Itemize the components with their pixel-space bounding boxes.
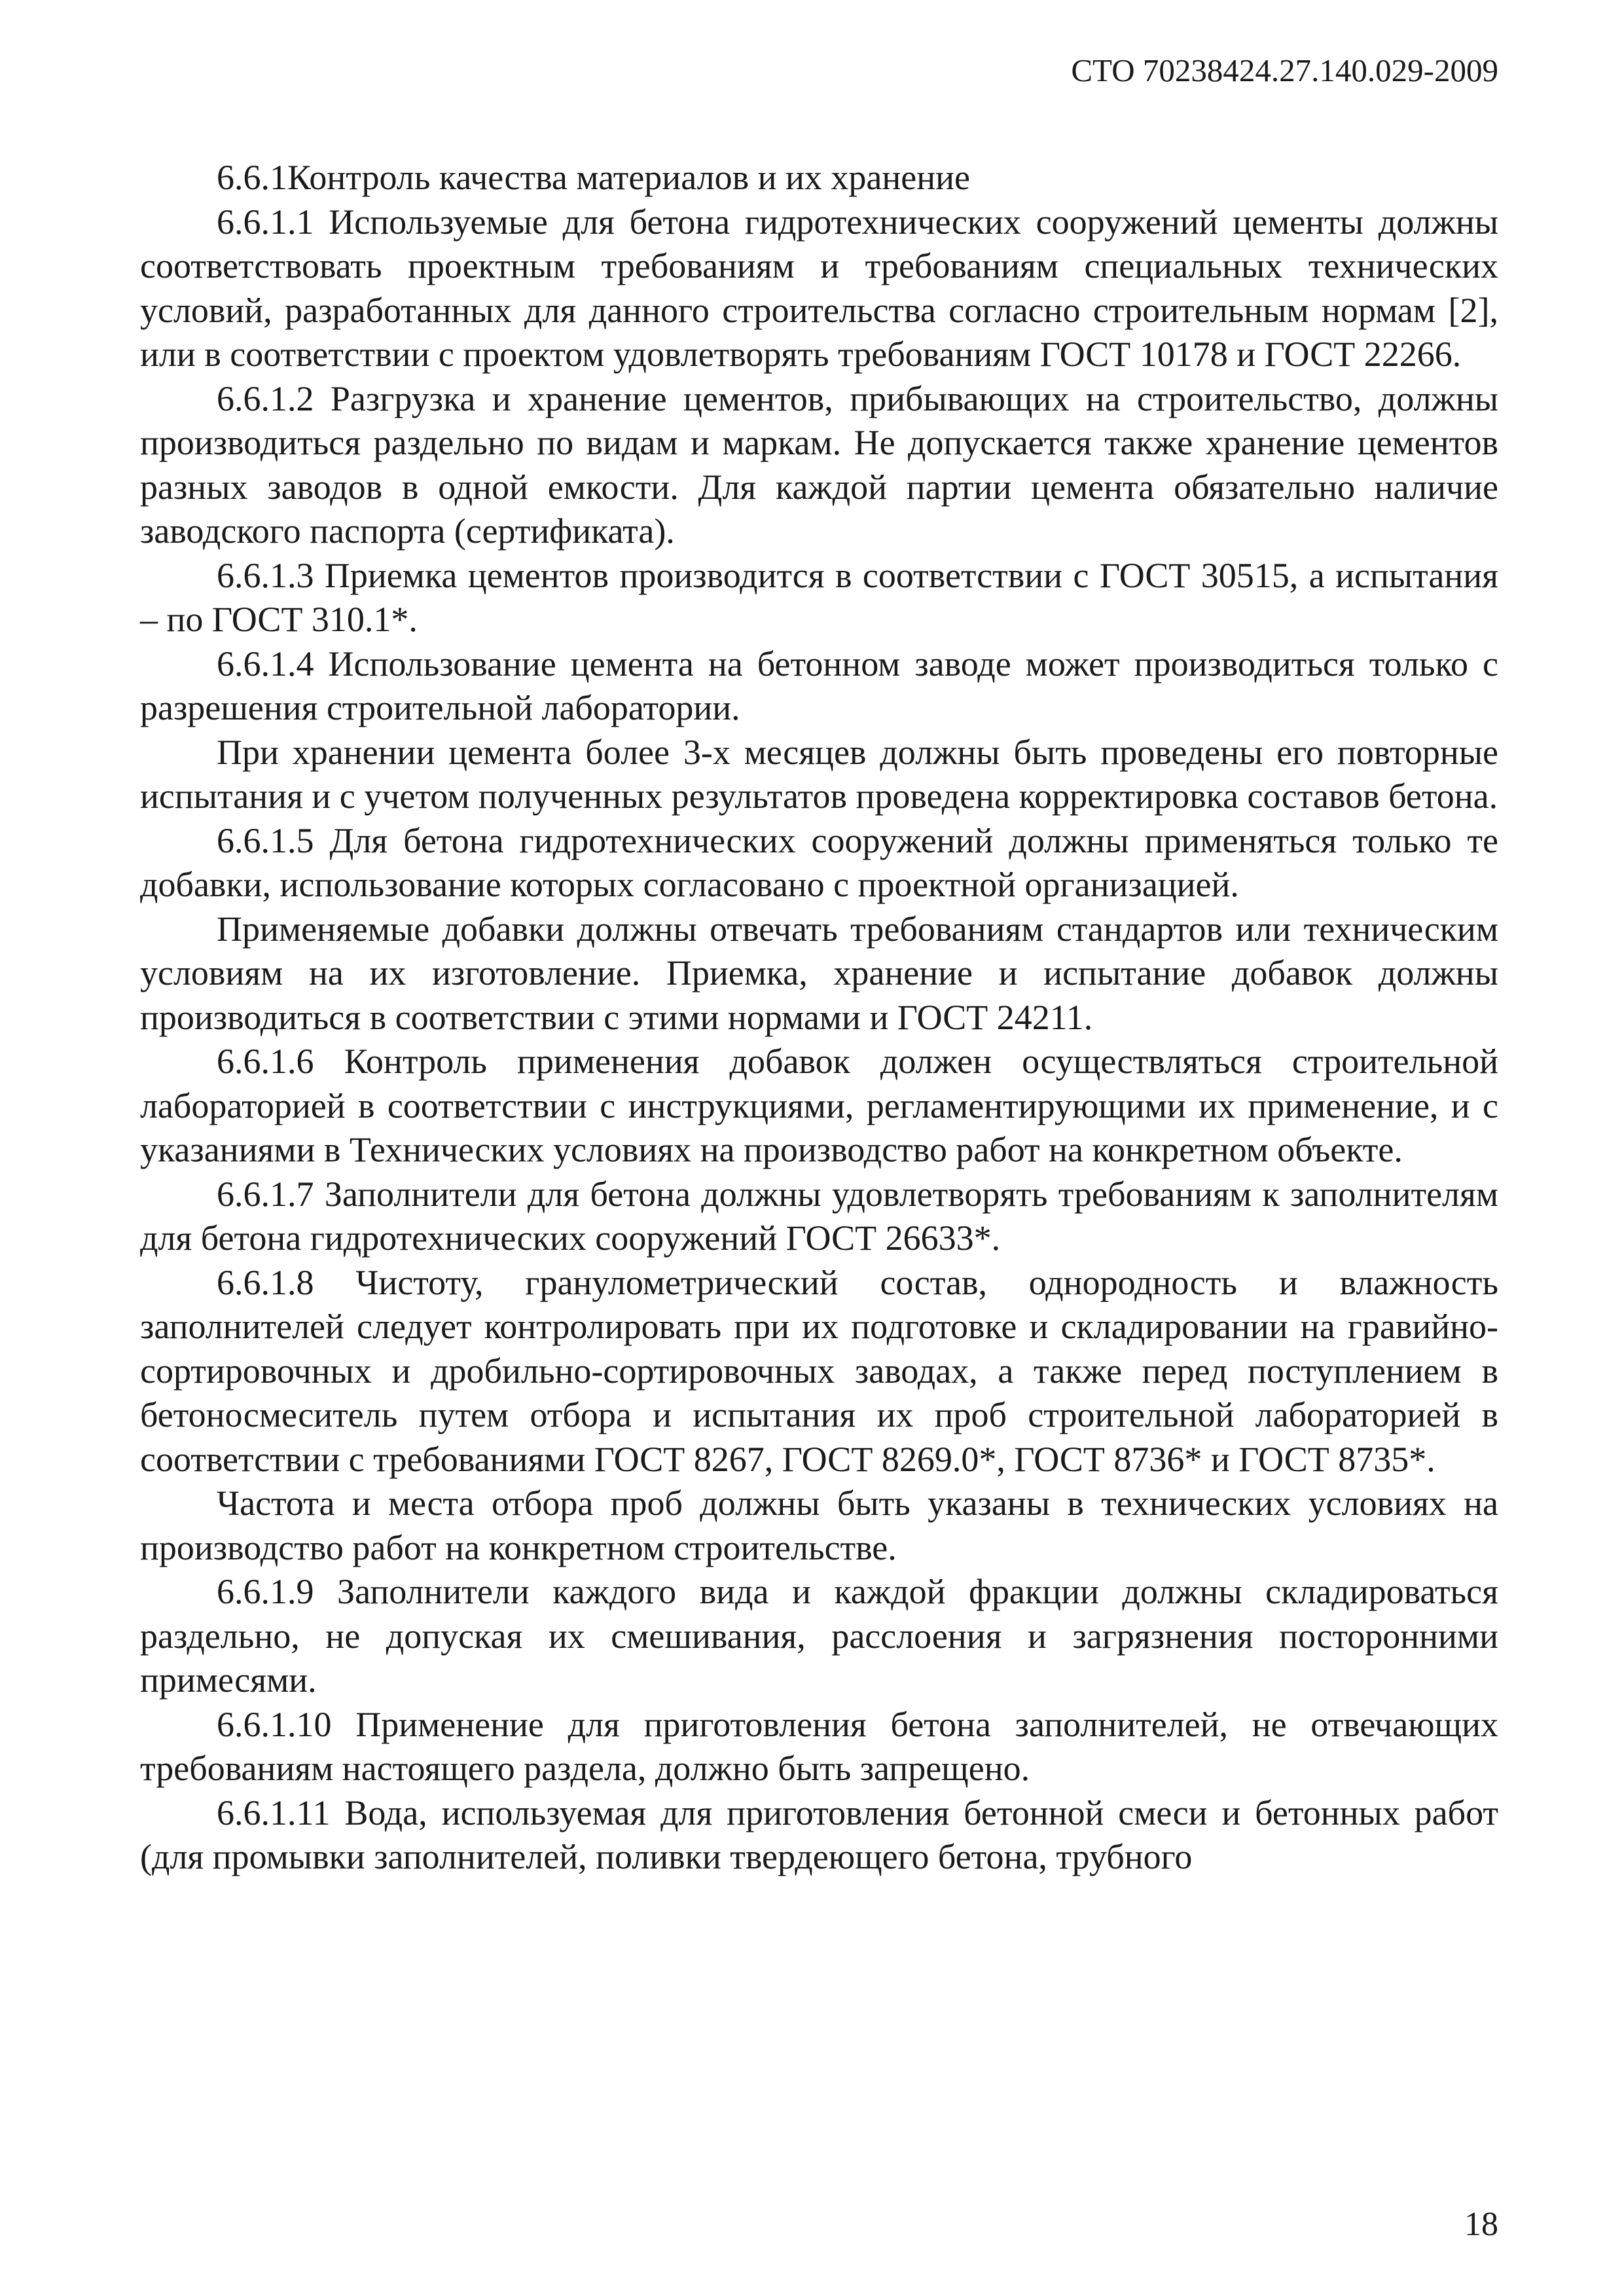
document-code-header: СТО 70238424.27.140.029-2009 bbox=[1071, 52, 1498, 88]
paragraph-cement-storage: При хранении цемента более 3-х месяцев должны быть проведены его повторные испытания и с учетом полученных результатов проведена корректировка составов бетона. bbox=[140, 732, 1498, 816]
paragraph-6-6-1-7: 6.6.1.7 Заполнители для бетона должны удовлетворять требованиям к заполнителям для бетона гидротехнических сооружений ГОСТ 26633*. bbox=[140, 1174, 1498, 1258]
paragraph-6-6-1-10: 6.6.1.10 Применение для приготовления бетона заполнителей, не отвечающих требованиям настоящего раздела, должно быть запрещено. bbox=[140, 1704, 1498, 1788]
document-body bbox=[140, 156, 1498, 1880]
page-number: 18 bbox=[1464, 2206, 1498, 2243]
paragraph-6-6-1-8: 6.6.1.8 Чистоту, гранулометрический состав, однородность и влажность заполнителей следует контролировать при их подготовке и складировании на гравийно-сортировочных и дробильно-сортировочных заводах, а также перед поступлением в бетоносмеситель путем отбора и испытания их проб строительной лабораторией в соответствии с требованиями ГОСТ 8267, ГОСТ 8269.0*, ГОСТ 8736* и ГОСТ 8735*. bbox=[140, 1262, 1498, 1479]
paragraph-6-6-1-4: 6.6.1.4 Использование цемента на бетонном заводе может производиться только с разрешения строительной лаборатории. bbox=[140, 644, 1498, 727]
paragraph-sampling-frequency: Частота и места отбора проб должны быть указаны в технических условиях на производство работ на конкретном строительстве. bbox=[140, 1484, 1498, 1567]
paragraph-additives-requirements: Применяемые добавки должны отвечать требованиям стандартов или техническим условиям на их изготовление. Приемка, хранение и испытание добавок должны производиться в соответствии с этими нормами и ГОСТ 24211. bbox=[140, 909, 1498, 1037]
paragraph-6-6-1-11: 6.6.1.11 Вода, используемая для приготовления бетонной смеси и бетонных работ (для промывки заполнителей, поливки твердеющего бетона, трубного bbox=[140, 1793, 1498, 1876]
paragraph-6-6-1-5: 6.6.1.5 Для бетона гидротехнических сооружений должны применяться только те добавки, использование которых согласовано с проектной организацией. bbox=[140, 820, 1498, 904]
paragraph-6-6-1-6: 6.6.1.6 Контроль применения добавок должен осуществляться строительной лабораторией в соответствии с инструкциями, регламентирующими их применение, и с указаниями в Технических условиях на производство работ на конкретном объекте. bbox=[140, 1042, 1498, 1169]
section-heading: 6.6.1Контроль качества материалов и их хранение bbox=[217, 158, 970, 197]
paragraph-6-6-1-9: 6.6.1.9 Заполнители каждого вида и каждой фракции должны складироваться раздельно, не допуская их смешивания, расслоения и загрязнения посторонними примесями. bbox=[140, 1572, 1498, 1700]
paragraph-6-6-1-3: 6.6.1.3 Приемка цементов производится в соответствии с ГОСТ 30515, а испытания – по ГОСТ 310.1*. bbox=[140, 555, 1498, 639]
paragraph-6-6-1-2: 6.6.1.2 Разгрузка и хранение цементов, прибывающих на строительство, должны производиться раздельно по видам и маркам. Не допускается также хранение цементов разных заводов в одной емкости. Для каждой партии цемента обязательно наличие заводского паспорта (сертификата). bbox=[140, 378, 1498, 551]
paragraph-6-6-1-1: 6.6.1.1 Используемые для бетона гидротехнических сооружений цементы должны соответствовать проектным требованиям и требованиям специальных технических условий, разработанных для данного строительства согласно строительным нормам [2], или в соответствии с проектом удовлетворять требованиям ГОСТ 10178 и ГОСТ 22266. bbox=[140, 202, 1498, 374]
